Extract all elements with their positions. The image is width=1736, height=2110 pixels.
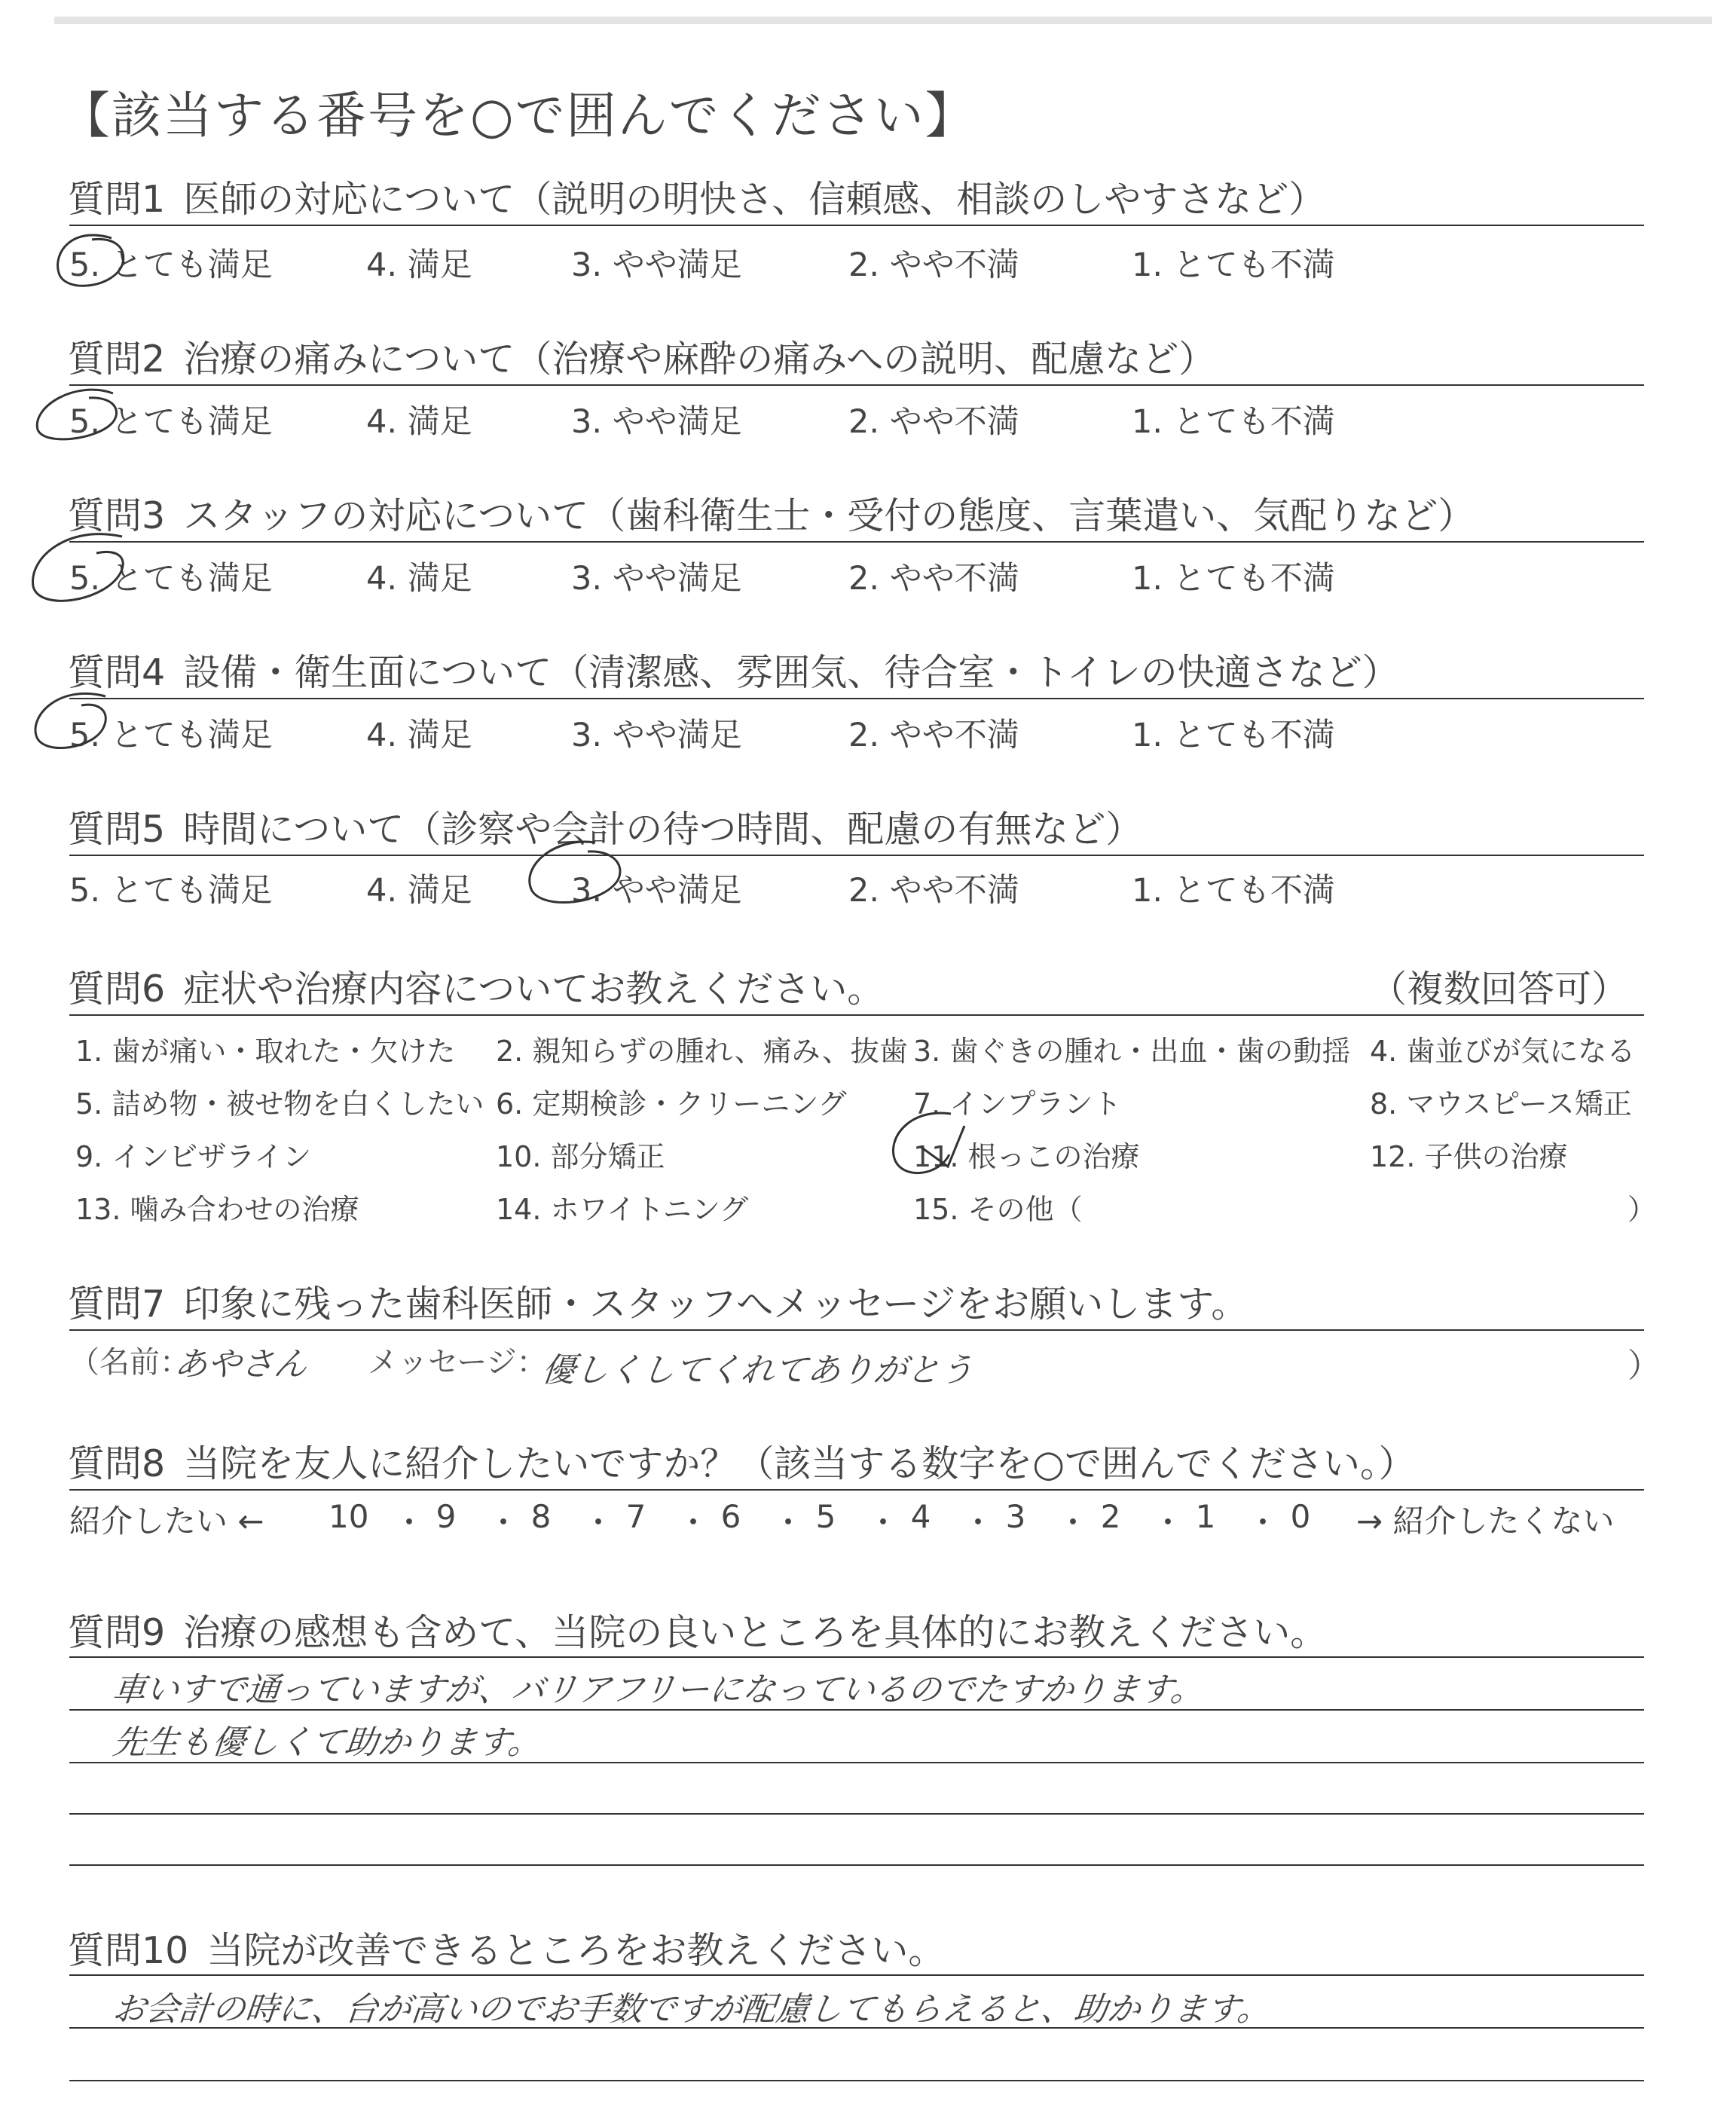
- question-number: 質問9: [68, 1611, 166, 1654]
- question-8-heading: [68, 1435, 1415, 1488]
- question-9-heading: [68, 1604, 1327, 1656]
- rule-line: [69, 2080, 1644, 2081]
- scale-7[interactable]: 7: [625, 1498, 646, 1535]
- question-10-heading: [68, 1922, 945, 1974]
- symptom-item-12[interactable]: 12. 子供の治療: [1370, 1140, 1568, 1173]
- scale-separator: ・: [772, 1504, 805, 1541]
- option-4[interactable]: 4. 満足: [366, 403, 472, 441]
- symptom-item-14[interactable]: 14. ホワイトニング: [496, 1193, 749, 1226]
- option-4[interactable]: 4. 満足: [366, 560, 472, 598]
- scale-separator: ・: [1057, 1504, 1090, 1541]
- scale-separator: ・: [1152, 1504, 1184, 1541]
- symptom-item-2[interactable]: 2. 親知らずの腫れ、痛み、抜歯: [496, 1035, 908, 1068]
- symptom-item-6[interactable]: 6. 定期検診・クリーニング: [496, 1087, 847, 1121]
- question-number: 質問10: [68, 1929, 189, 1972]
- question-number: 質問1: [68, 178, 166, 221]
- option-4[interactable]: 4. 満足: [366, 717, 472, 754]
- name-handwritten[interactable]: あやさん: [172, 1345, 310, 1384]
- rule-line: [69, 1656, 1644, 1658]
- question-number: 質問6: [68, 968, 166, 1011]
- question-4-heading: [68, 644, 1399, 696]
- rule-line: [69, 384, 1644, 386]
- symptom-item-9[interactable]: 9. インビザライン: [75, 1140, 312, 1173]
- form-title: 【該当する番号を○で囲んでください】: [60, 87, 976, 145]
- option-5[interactable]: 5. とても満足: [69, 403, 273, 441]
- scale-left-label: 紹介したい ←: [69, 1503, 264, 1540]
- scale-separator: ・: [962, 1504, 995, 1541]
- name-label: （名前：: [69, 1345, 190, 1380]
- symptom-item-10[interactable]: 10. 部分矯正: [496, 1140, 665, 1173]
- scale-1[interactable]: 1: [1195, 1498, 1216, 1535]
- scale-4[interactable]: 4: [910, 1498, 931, 1535]
- question-text: 印象に残った歯科医師・スタッフへメッセージをお願いします。: [183, 1283, 1249, 1326]
- question-text: 当院が改善できるところをお教えください。: [206, 1929, 946, 1972]
- option-1[interactable]: 1. とても不満: [1132, 872, 1335, 910]
- rule-line: [69, 1974, 1644, 1976]
- scale-separator: ・: [487, 1504, 520, 1541]
- question-1-heading: [68, 170, 1325, 223]
- symptom-item-5[interactable]: 5. 詰め物・被せ物を白くしたい: [75, 1087, 484, 1121]
- rule-line: [69, 1813, 1644, 1815]
- other-close-paren: ）: [1628, 1193, 1657, 1226]
- option-1[interactable]: 1. とても不満: [1132, 403, 1335, 441]
- question-text: 時間について（診察や会計の待つ時間、配慮の有無など）: [183, 808, 1143, 851]
- question-text: 治療の痛みについて（治療や麻酔の痛みへの説明、配慮など）: [183, 338, 1216, 381]
- scale-separator: ・: [582, 1504, 615, 1541]
- option-1[interactable]: 1. とても不満: [1132, 717, 1335, 754]
- q9-answer-line-1[interactable]: 車いすで通っていますが、バリアフリーになっているのでたすかります。: [110, 1671, 1206, 1709]
- question-number: 質問5: [68, 808, 166, 851]
- rule-line: [69, 1329, 1644, 1331]
- option-3[interactable]: 3. やや満足: [571, 717, 742, 754]
- option-4[interactable]: 4. 満足: [366, 872, 472, 910]
- symptom-item-8[interactable]: 8. マウスピース矯正: [1370, 1087, 1632, 1121]
- rule-line: [69, 225, 1644, 226]
- option-3[interactable]: 3. やや満足: [571, 560, 742, 598]
- scale-8[interactable]: 8: [530, 1498, 552, 1535]
- question-text: 治療の感想も含めて、当院の良いところを具体的にお教えください。: [183, 1611, 1328, 1654]
- option-3[interactable]: 3. やや満足: [571, 872, 742, 910]
- option-1[interactable]: 1. とても不満: [1132, 560, 1335, 598]
- symptom-item-15[interactable]: 15. その他（: [913, 1193, 1083, 1226]
- scale-9[interactable]: 9: [436, 1498, 457, 1535]
- question-text: 当院を友人に紹介したいですか？（該当する数字を○で囲んでください。）: [183, 1442, 1416, 1485]
- question-number: 質問8: [68, 1442, 166, 1485]
- question-7-heading: [68, 1275, 1248, 1328]
- question-text: 医師の対応について（説明の明快さ、信頼感、相談のしやすさなど）: [183, 178, 1326, 221]
- option-5[interactable]: 5. とても満足: [69, 717, 273, 754]
- option-3[interactable]: 3. やや満足: [571, 246, 742, 284]
- symptom-item-1[interactable]: 1. 歯が痛い・取れた・欠けた: [75, 1035, 456, 1068]
- q10-answer-line-1[interactable]: お会計の時に、台が高いのでお手数ですが配慮してもらえると、助かります。: [110, 1990, 1273, 2029]
- message-label: メッセージ：: [368, 1345, 547, 1380]
- option-5[interactable]: 5. とても満足: [69, 872, 273, 910]
- scale-5[interactable]: 5: [815, 1498, 836, 1535]
- option-4[interactable]: 4. 満足: [366, 246, 472, 284]
- scale-separator: ・: [1247, 1504, 1279, 1541]
- scale-right-label: → 紹介したくない: [1356, 1503, 1615, 1540]
- rule-line: [69, 541, 1644, 543]
- question-number: 質問7: [68, 1283, 166, 1326]
- question-text: スタッフの対応について（歯科衛生士・受付の態度、言葉遣い、気配りなど）: [183, 494, 1475, 537]
- question-5-heading: [68, 800, 1142, 853]
- rule-line: [69, 698, 1644, 699]
- option-3[interactable]: 3. やや満足: [571, 403, 742, 441]
- message-handwritten[interactable]: 優しくしてくれてありがとう: [539, 1351, 976, 1390]
- option-2[interactable]: 2. やや不満: [848, 403, 1019, 441]
- symptom-item-13[interactable]: 13. 噛み合わせの治療: [75, 1193, 359, 1226]
- scale-6[interactable]: 6: [720, 1498, 741, 1535]
- rule-line: [69, 1014, 1644, 1016]
- option-2[interactable]: 2. やや不満: [848, 560, 1019, 598]
- symptom-item-7[interactable]: 7. インプラント: [913, 1087, 1122, 1121]
- question-2-heading: [68, 330, 1215, 383]
- question-number: 質問4: [68, 651, 166, 694]
- scale-separator: ・: [677, 1504, 710, 1541]
- option-2[interactable]: 2. やや不満: [848, 246, 1019, 284]
- symptom-item-3[interactable]: 3. 歯ぐきの腫れ・出血・歯の動揺: [913, 1035, 1351, 1068]
- multiple-answer-note: （複数回答可）: [1370, 968, 1629, 1011]
- scan-top-edge: [54, 17, 1712, 24]
- question-number: 質問2: [68, 338, 166, 381]
- question-text: 症状や治療内容についてお教えください。: [183, 968, 885, 1011]
- scale-0[interactable]: 0: [1290, 1498, 1311, 1535]
- rule-line: [69, 855, 1644, 856]
- option-5[interactable]: 5. とても満足: [69, 560, 273, 598]
- scale-3[interactable]: 3: [1005, 1498, 1026, 1535]
- question-3-heading: [68, 487, 1475, 540]
- question-6-heading: [68, 960, 884, 1013]
- scale-2[interactable]: 2: [1100, 1498, 1121, 1535]
- symptom-item-11[interactable]: 11. 根っこの治療: [913, 1140, 1140, 1173]
- option-1[interactable]: 1. とても不満: [1132, 246, 1335, 284]
- message-close-paren: ）: [1628, 1347, 1661, 1385]
- q9-answer-line-2[interactable]: 先生も優しくて助かります。: [110, 1723, 543, 1762]
- rule-line: [69, 1864, 1644, 1866]
- option-2[interactable]: 2. やや不満: [848, 717, 1019, 754]
- option-5[interactable]: 5. とても満足: [69, 246, 273, 284]
- option-2[interactable]: 2. やや不満: [848, 872, 1019, 910]
- scale-separator: ・: [867, 1504, 900, 1541]
- symptom-item-4[interactable]: 4. 歯並びが気になる: [1370, 1035, 1636, 1068]
- rule-line: [69, 1489, 1644, 1491]
- question-number: 質問3: [68, 494, 166, 537]
- scale-10[interactable]: 10: [329, 1498, 369, 1535]
- question-text: 設備・衛生面について（清潔感、雰囲気、待合室・トイレの快適さなど）: [183, 651, 1399, 694]
- scale-separator: ・: [393, 1504, 426, 1541]
